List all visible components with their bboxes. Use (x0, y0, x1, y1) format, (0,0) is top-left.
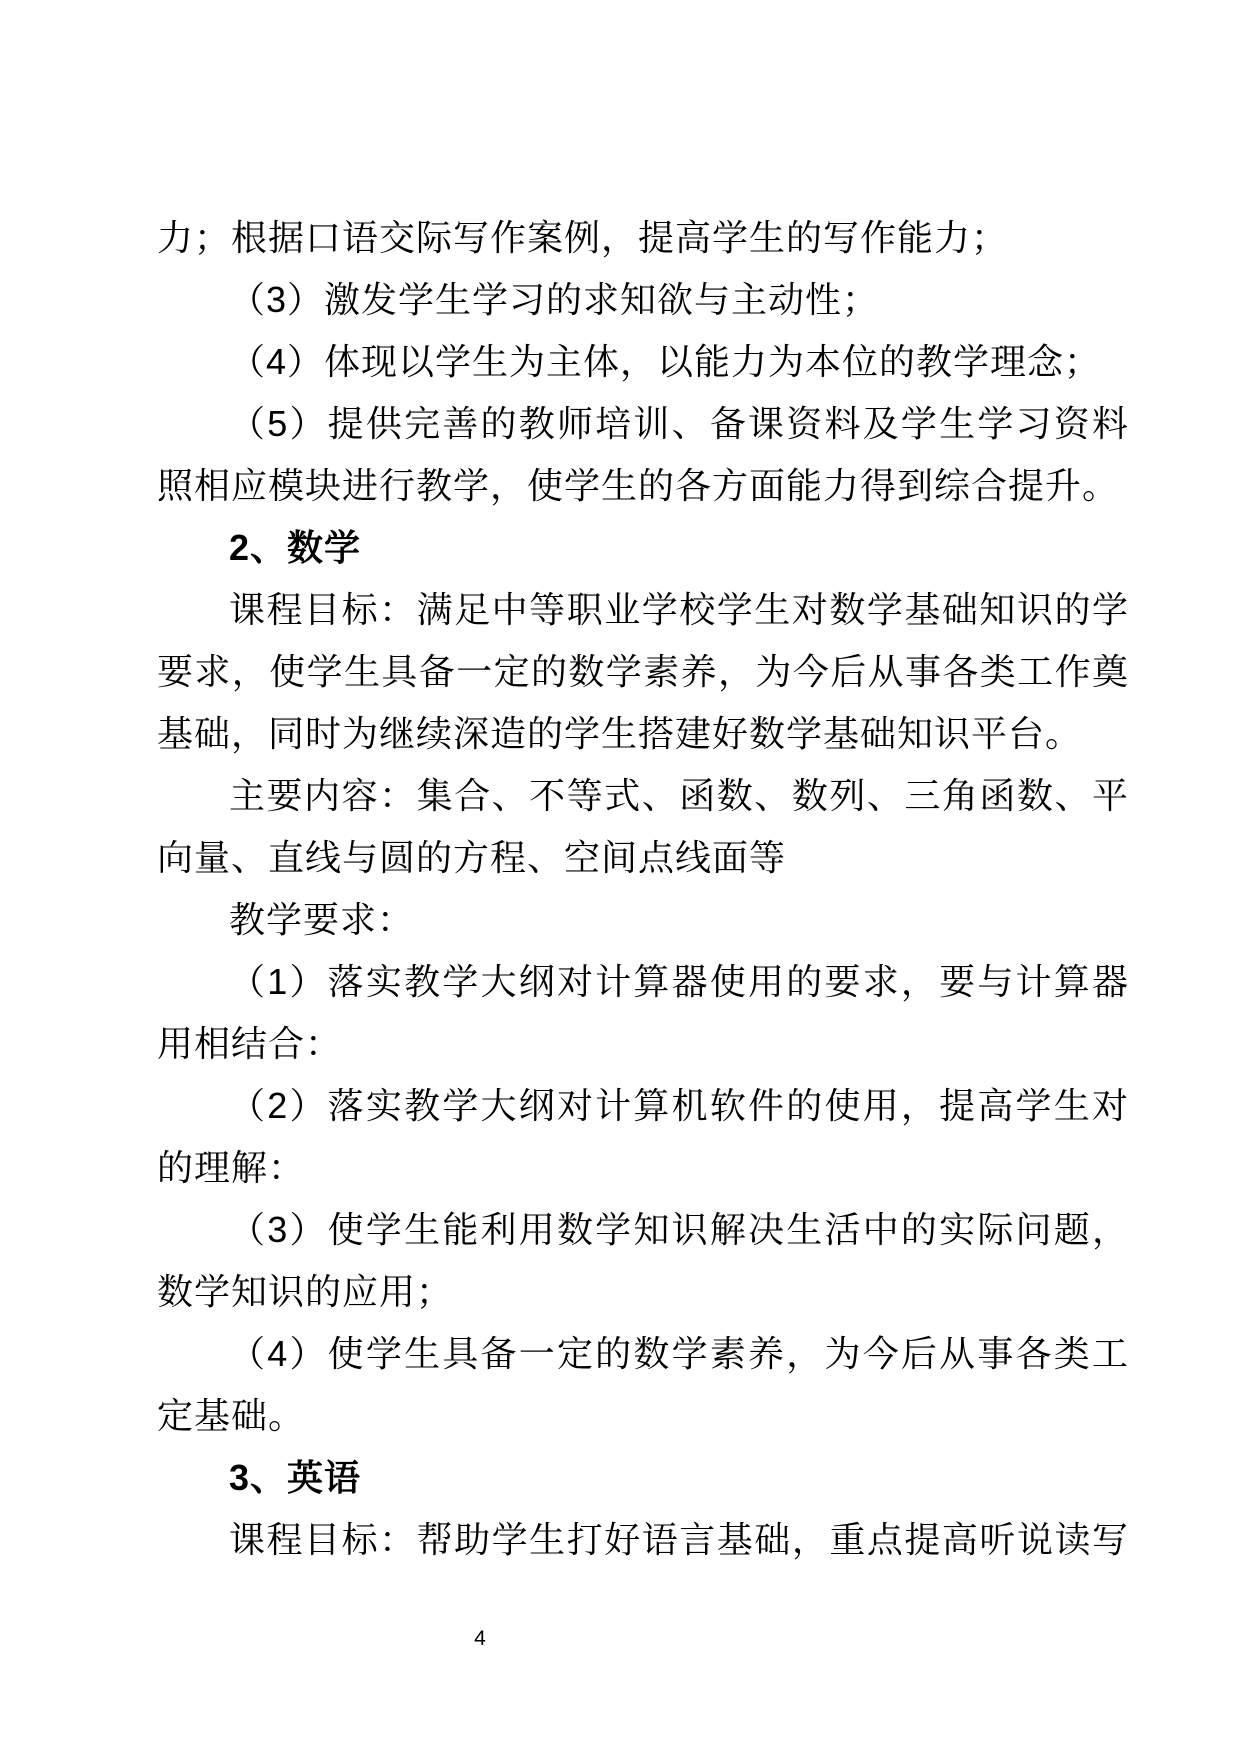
body-line: （5）提供完善的教师培训、备课资料及学生学习资料 (229, 403, 1129, 444)
body-line: （4）使学生具备一定的数学素养，为今后从事各类工 (229, 1333, 1129, 1374)
body-line: 的理解： (157, 1147, 306, 1188)
body-line: （2）落实教学大纲对计算机软件的使用，提高学生对 (229, 1085, 1129, 1126)
body-line: 基础，同时为继续深造的学生搭建好数学基础知识平台。 (157, 713, 1083, 754)
body-line: （3）使学生能利用数学知识解决生活中的实际问题， (229, 1209, 1129, 1250)
body-line: 课程目标：帮助学生打好语言基础，重点提高听说读写 (229, 1519, 1129, 1560)
heading-line: 2、数学 (229, 527, 362, 568)
body-line: 要求，使学生具备一定的数学素养，为今后从事各类工作奠 (157, 651, 1129, 692)
body-line: 主要内容：集合、不等式、函数、数列、三角函数、平 (229, 775, 1129, 816)
heading-line: 3、英语 (229, 1457, 362, 1498)
body-line: 定基础。 (157, 1395, 306, 1436)
body-line: 用相结合： (157, 1023, 343, 1064)
body-line: 照相应模块进行教学，使学生的各方面能力得到综合提升。 (157, 465, 1120, 506)
body-line: 课程目标：满足中等职业学校学生对数学基础知识的学 (229, 589, 1129, 630)
body-line: 教学要求： (229, 899, 415, 940)
page-number: 4 (474, 1627, 486, 1650)
body-line: （4）体现以学生为主体，以能力为本位的教学理念； (229, 341, 1102, 382)
text-block (157, 207, 1129, 1571)
body-line: 力；根据口语交际写作案例，提高学生的写作能力； (157, 217, 1009, 258)
body-line: （3）激发学生学习的求知欲与主动性； (229, 279, 880, 320)
body-line: 向量、直线与圆的方程、空间点线面等 (157, 837, 787, 878)
body-line: （1）落实教学大纲对计算器使用的要求，要与计算器 (229, 961, 1129, 1002)
page-footer (440, 1626, 520, 1652)
body-line: 数学知识的应用； (157, 1271, 454, 1312)
